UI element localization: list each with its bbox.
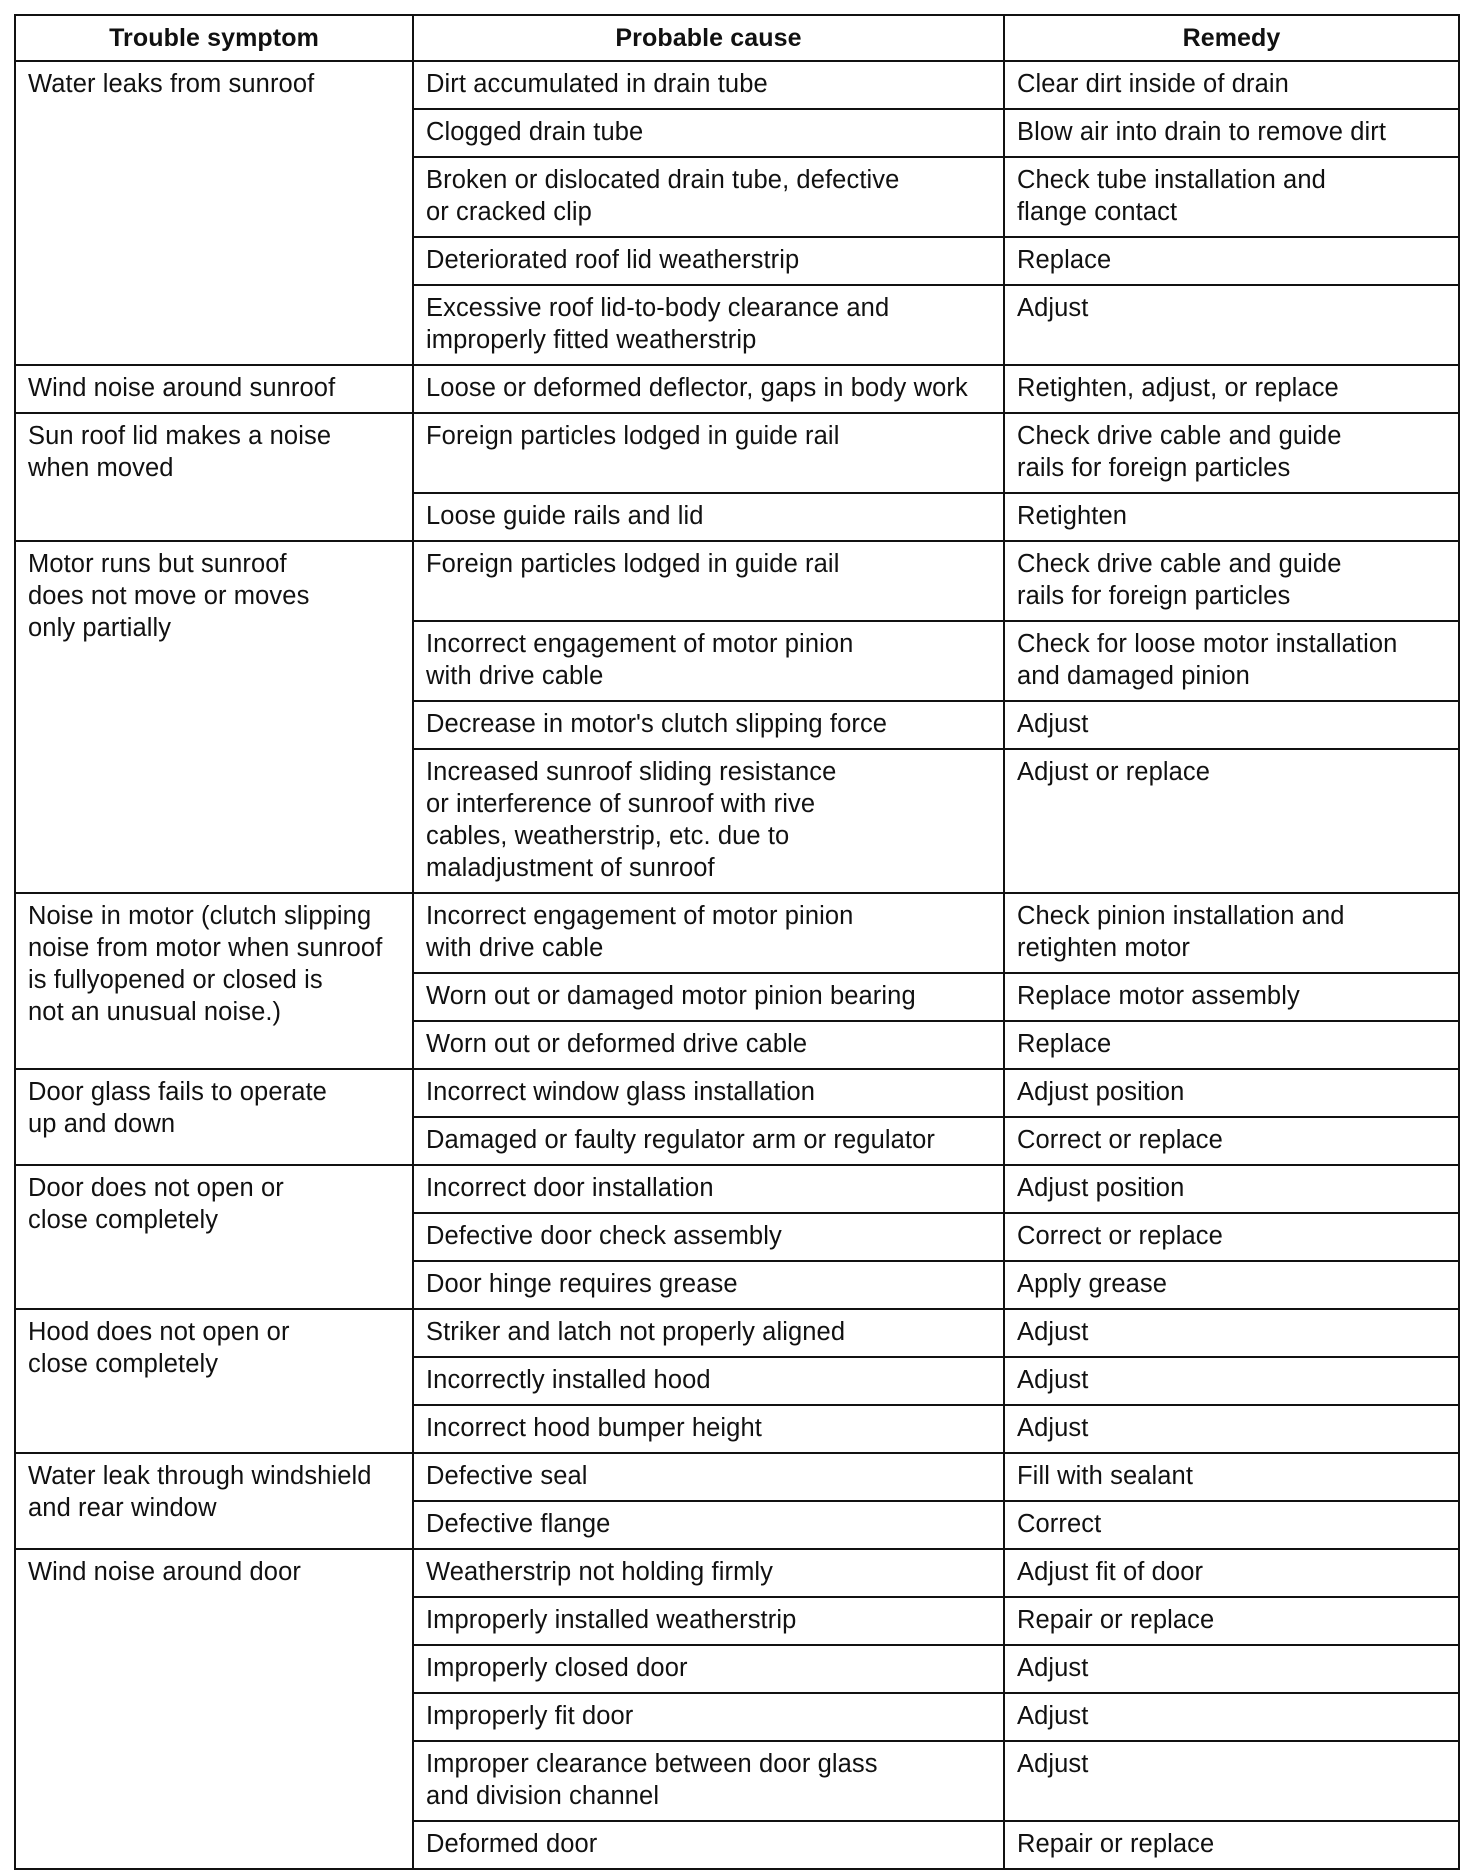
cause-cell: Incorrect window glass installation xyxy=(413,1069,1004,1117)
table-row xyxy=(15,1309,1459,1357)
remedy-cell: Check pinion installation and retighten motor xyxy=(1004,893,1459,973)
remedy-cell: Adjust or replace xyxy=(1004,749,1459,893)
remedy-cell: Adjust xyxy=(1004,285,1459,365)
cause-cell: Increased sunroof sliding resistance or interference of sunroof with rive cables, weatherstrip, etc. due to maladjustment of sunroof xyxy=(413,749,1004,893)
remedy-cell: Adjust xyxy=(1004,1357,1459,1405)
cause-cell: Improperly fit door xyxy=(413,1693,1004,1741)
symptom-cell: Noise in motor (clutch slipping noise from motor when sunroof is fullyopened or closed is not an unusual noise.) xyxy=(15,893,413,1069)
symptom-cell: Water leak through windshield and rear window xyxy=(15,1453,413,1549)
symptom-cell: Motor runs but sunroof does not move or moves only partially xyxy=(15,541,413,893)
table-row xyxy=(15,541,1459,621)
cause-cell: Worn out or deformed drive cable xyxy=(413,1021,1004,1069)
remedy-cell: Check tube installation and flange contact xyxy=(1004,157,1459,237)
cause-cell: Improper clearance between door glass and division channel xyxy=(413,1741,1004,1821)
remedy-cell: Apply grease xyxy=(1004,1261,1459,1309)
cause-cell: Striker and latch not properly aligned xyxy=(413,1309,1004,1357)
cause-cell: Worn out or damaged motor pinion bearing xyxy=(413,973,1004,1021)
remedy-cell: Correct or replace xyxy=(1004,1117,1459,1165)
cause-cell: Excessive roof lid-to-body clearance and improperly fitted weatherstrip xyxy=(413,285,1004,365)
remedy-cell: Retighten xyxy=(1004,493,1459,541)
remedy-cell: Clear dirt inside of drain xyxy=(1004,61,1459,109)
troubleshooting-table xyxy=(14,14,1460,1870)
cause-cell: Weatherstrip not holding firmly xyxy=(413,1549,1004,1597)
remedy-cell: Replace xyxy=(1004,1021,1459,1069)
remedy-cell: Correct or replace xyxy=(1004,1213,1459,1261)
cause-cell: Improperly closed door xyxy=(413,1645,1004,1693)
cause-cell: Defective flange xyxy=(413,1501,1004,1549)
table-row xyxy=(15,1165,1459,1213)
cause-cell: Defective seal xyxy=(413,1453,1004,1501)
symptom-cell: Wind noise around sunroof xyxy=(15,365,413,413)
remedy-cell: Adjust xyxy=(1004,1693,1459,1741)
remedy-cell: Check for loose motor installation and damaged pinion xyxy=(1004,621,1459,701)
cause-cell: Clogged drain tube xyxy=(413,109,1004,157)
symptom-cell: Door glass fails to operate up and down xyxy=(15,1069,413,1165)
cause-cell: Incorrect hood bumper height xyxy=(413,1405,1004,1453)
header-row xyxy=(15,15,1459,61)
symptom-cell: Sun roof lid makes a noise when moved xyxy=(15,413,413,541)
cause-cell: Loose or deformed deflector, gaps in body work xyxy=(413,365,1004,413)
symptom-cell: Door does not open or close completely xyxy=(15,1165,413,1309)
cause-cell: Improperly installed weatherstrip xyxy=(413,1597,1004,1645)
table-header xyxy=(15,15,1459,61)
cause-cell: Deteriorated roof lid weatherstrip xyxy=(413,237,1004,285)
remedy-cell: Adjust position xyxy=(1004,1069,1459,1117)
remedy-cell: Adjust xyxy=(1004,1741,1459,1821)
remedy-cell: Retighten, adjust, or replace xyxy=(1004,365,1459,413)
cause-cell: Incorrect door installation xyxy=(413,1165,1004,1213)
table-row xyxy=(15,365,1459,413)
symptom-cell: Hood does not open or close completely xyxy=(15,1309,413,1453)
remedy-cell: Adjust position xyxy=(1004,1165,1459,1213)
header-remedy: Remedy xyxy=(1004,15,1459,61)
remedy-cell: Fill with sealant xyxy=(1004,1453,1459,1501)
cause-cell: Incorrect engagement of motor pinion with drive cable xyxy=(413,621,1004,701)
remedy-cell: Blow air into drain to remove dirt xyxy=(1004,109,1459,157)
cause-cell: Decrease in motor's clutch slipping force xyxy=(413,701,1004,749)
header-trouble-symptom: Trouble symptom xyxy=(15,15,413,61)
remedy-cell: Check drive cable and guide rails for foreign particles xyxy=(1004,541,1459,621)
table-row xyxy=(15,61,1459,109)
cause-cell: Dirt accumulated in drain tube xyxy=(413,61,1004,109)
remedy-cell: Correct xyxy=(1004,1501,1459,1549)
cause-cell: Broken or dislocated drain tube, defective or cracked clip xyxy=(413,157,1004,237)
remedy-cell: Adjust xyxy=(1004,701,1459,749)
table-row xyxy=(15,1069,1459,1117)
cause-cell: Foreign particles lodged in guide rail xyxy=(413,413,1004,493)
remedy-cell: Adjust fit of door xyxy=(1004,1549,1459,1597)
remedy-cell: Adjust xyxy=(1004,1645,1459,1693)
cause-cell: Loose guide rails and lid xyxy=(413,493,1004,541)
remedy-cell: Check drive cable and guide rails for foreign particles xyxy=(1004,413,1459,493)
remedy-cell: Adjust xyxy=(1004,1309,1459,1357)
table-body xyxy=(15,61,1459,1869)
cause-cell: Defective door check assembly xyxy=(413,1213,1004,1261)
cause-cell: Deformed door xyxy=(413,1821,1004,1869)
remedy-cell: Repair or replace xyxy=(1004,1821,1459,1869)
table-row xyxy=(15,1549,1459,1597)
cause-cell: Incorrectly installed hood xyxy=(413,1357,1004,1405)
remedy-cell: Adjust xyxy=(1004,1405,1459,1453)
header-probable-cause: Probable cause xyxy=(413,15,1004,61)
table-row xyxy=(15,413,1459,493)
symptom-cell: Wind noise around door xyxy=(15,1549,413,1869)
remedy-cell: Replace xyxy=(1004,237,1459,285)
remedy-cell: Repair or replace xyxy=(1004,1597,1459,1645)
cause-cell: Incorrect engagement of motor pinion with drive cable xyxy=(413,893,1004,973)
symptom-cell: Water leaks from sunroof xyxy=(15,61,413,365)
table-row xyxy=(15,1453,1459,1501)
cause-cell: Damaged or faulty regulator arm or regulator xyxy=(413,1117,1004,1165)
cause-cell: Foreign particles lodged in guide rail xyxy=(413,541,1004,621)
table-row xyxy=(15,893,1459,973)
remedy-cell: Replace motor assembly xyxy=(1004,973,1459,1021)
cause-cell: Door hinge requires grease xyxy=(413,1261,1004,1309)
